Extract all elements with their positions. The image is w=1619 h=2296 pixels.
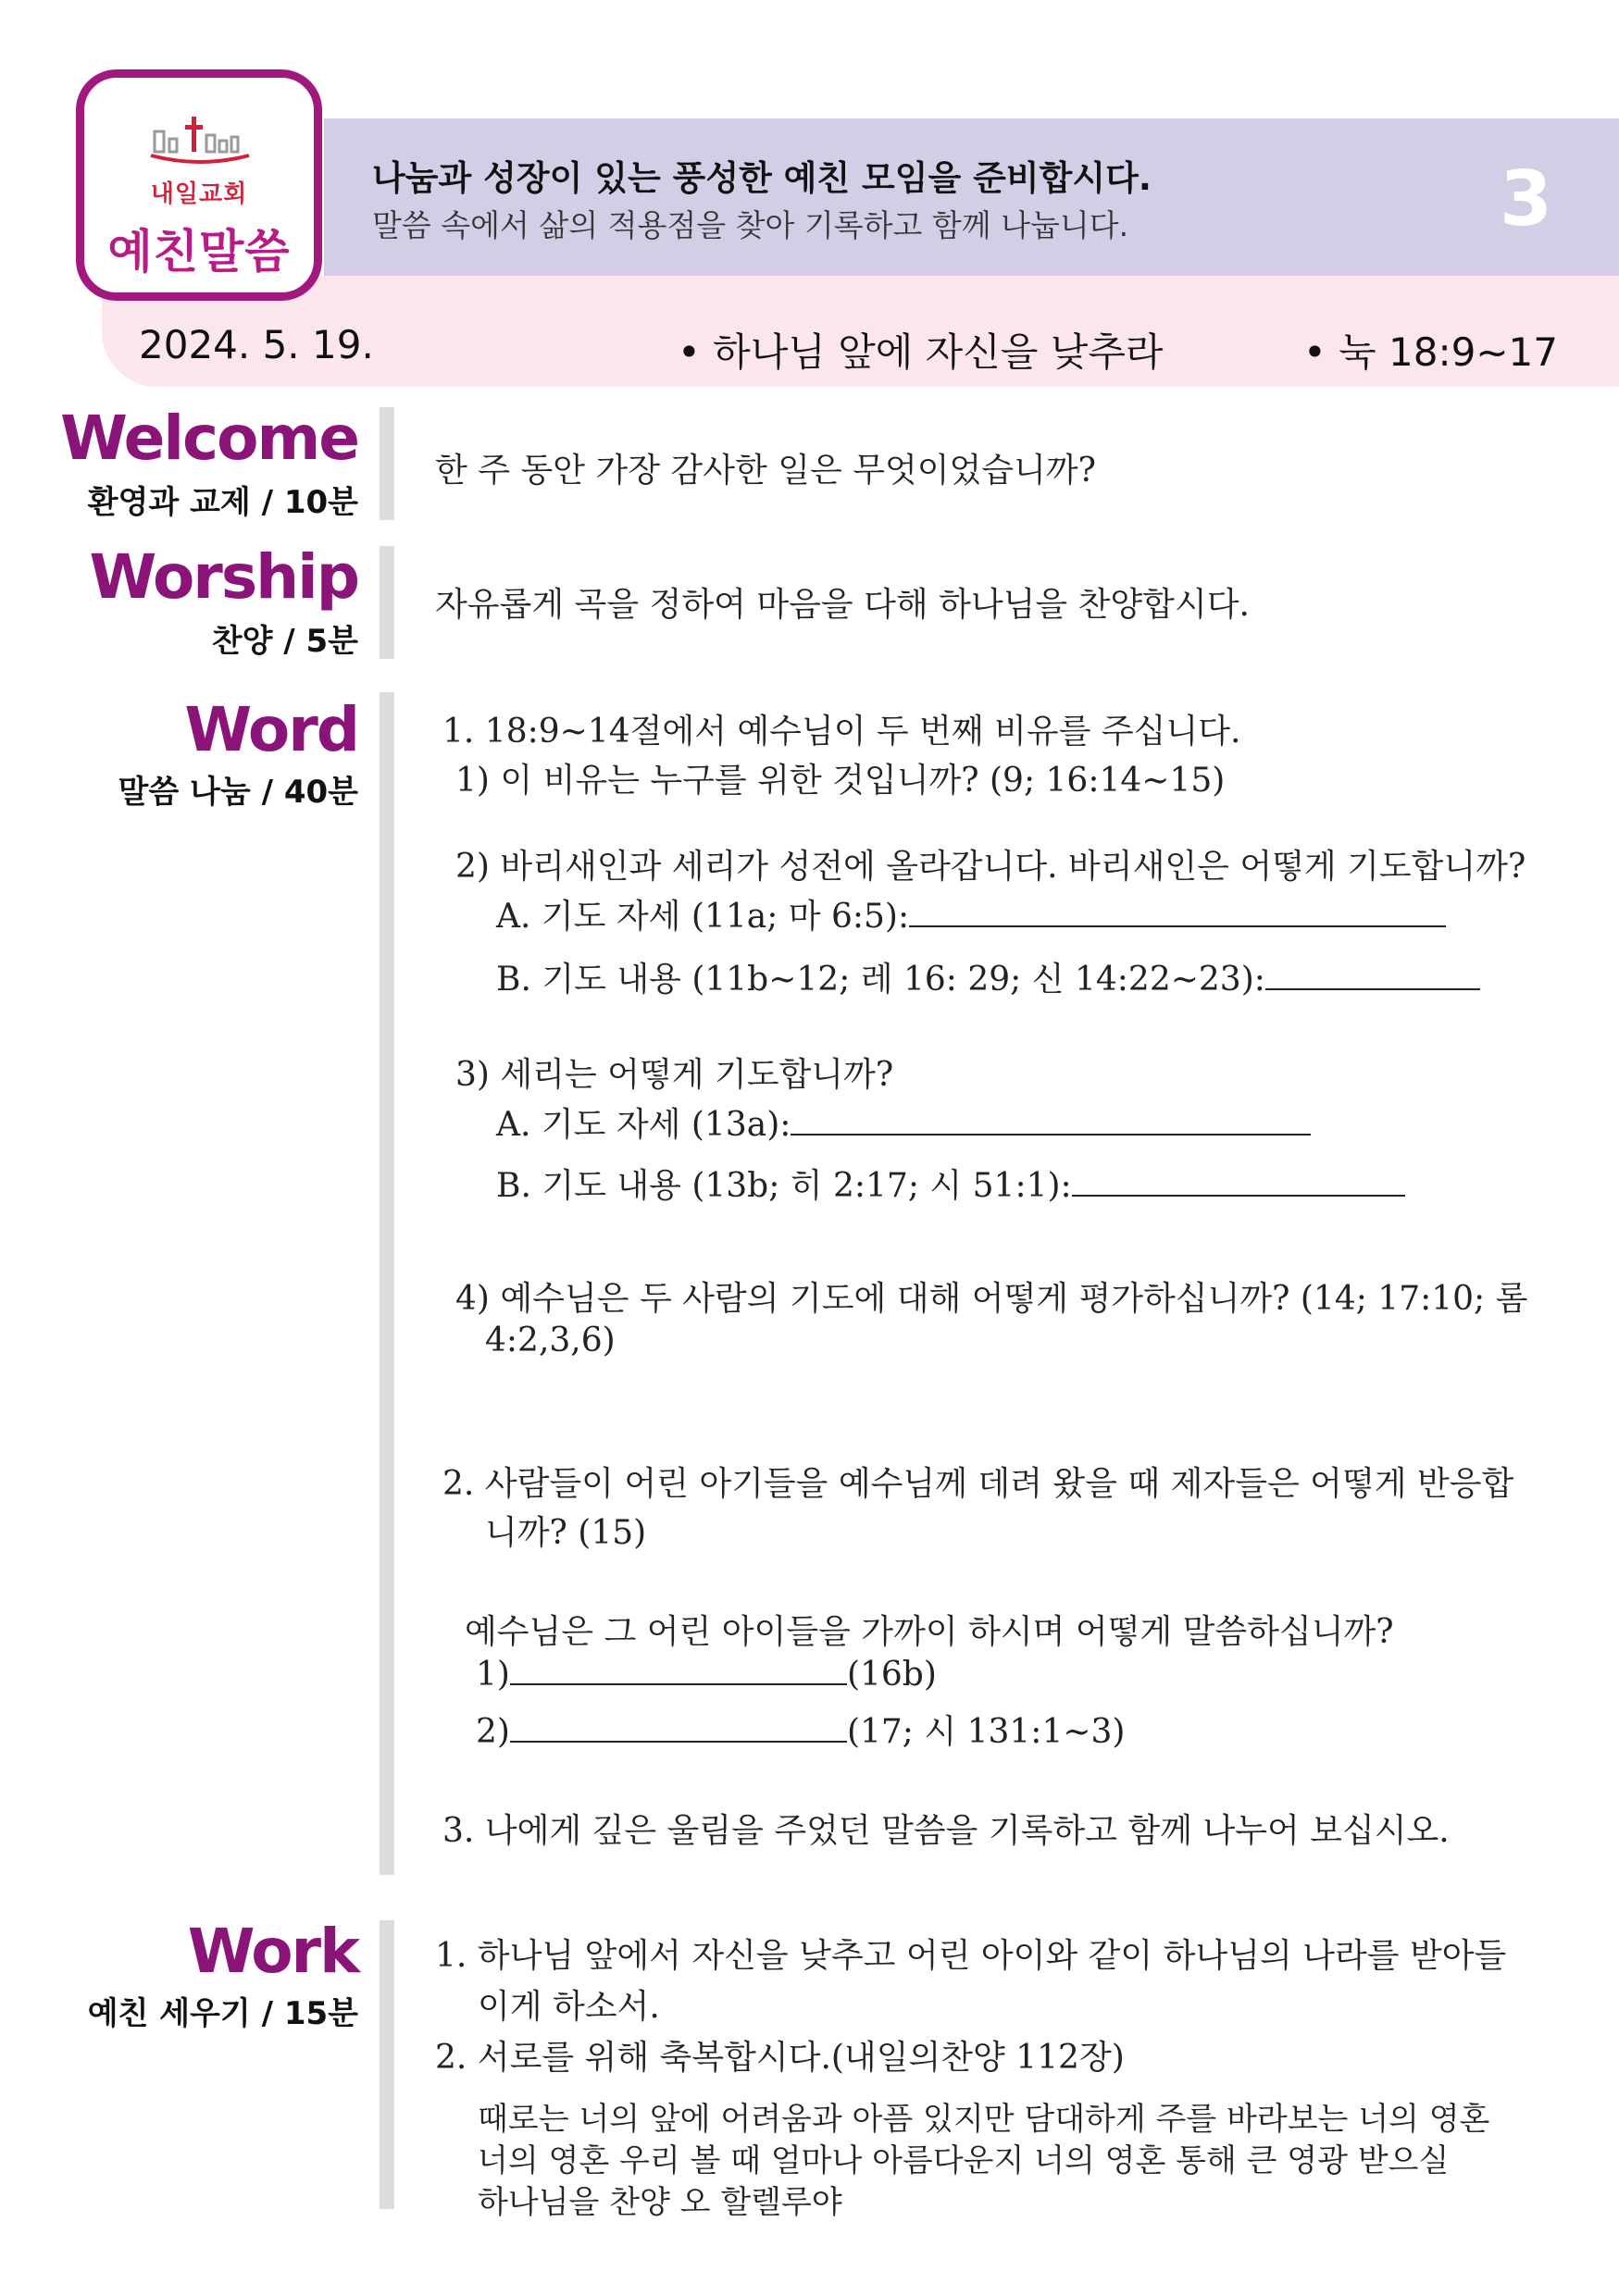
q2-answer-1-ref: (16b) — [846, 1656, 937, 1694]
work-item2: 2. 서로를 위해 축복합시다.(내일의찬양 112장) — [435, 2039, 1125, 2077]
hymn-lyric-1: 때로는 너의 앞에 어려움과 아픔 있지만 담대하게 주를 바라보는 너의 영혼 — [478, 2101, 1490, 2138]
hymn-lyric-2: 너의 영혼 우리 볼 때 얼마나 아름다운지 너의 영혼 통해 큰 영광 받으실 — [478, 2142, 1450, 2179]
church-logo — [76, 69, 322, 301]
q2-answer-1-num: 1) — [476, 1656, 510, 1694]
word-divider — [380, 692, 394, 1875]
topic: • 하나님 앞에 자신을 낮추라 — [678, 329, 1164, 375]
q1-2: 2) 바리새인과 세리가 성전에 올라갑니다. 바리새인은 어떻게 기도합니까? — [455, 848, 1526, 886]
worship-sub: 찬양 / 5분 — [211, 623, 358, 660]
q1-2a — [496, 890, 1446, 937]
word-sub: 말씀 나눔 / 40분 — [118, 774, 358, 811]
q1-2b — [496, 953, 1480, 1000]
worship-divider — [380, 546, 394, 659]
date: 2024. 5. 19. — [139, 322, 374, 367]
scripture-reference: • 눅 18:9~17 — [1303, 329, 1558, 375]
answer-blank[interactable] — [510, 1656, 847, 1685]
worship-text: 자유롭게 곡을 정하여 마음을 다해 하나님을 찬양합시다. — [435, 586, 1250, 624]
q2-answer-2-ref: (17; 시 131:1~3) — [846, 1713, 1126, 1751]
q2-answer-2-num: 2) — [476, 1713, 510, 1751]
q2-line1: 2. 사람들이 어린 아기들을 예수님께 데려 왔을 때 제자들은 어떻게 반응합 — [442, 1465, 1514, 1503]
answer-blank[interactable] — [1265, 961, 1480, 990]
q1-2a-label: A. 기도 자세 (11a; 마 6:5): — [496, 898, 910, 936]
header-title: 나눔과 성장이 있는 풍성한 예친 모임을 준비합시다. — [372, 158, 1152, 198]
q1: 1. 18:9~14절에서 예수님이 두 번째 비유를 주십니다. — [442, 713, 1241, 751]
q3: 3. 나에게 깊은 울림을 주었던 말씀을 기록하고 함께 나누어 보십시오. — [442, 1812, 1450, 1850]
work-divider — [380, 1920, 394, 2209]
q1-4-line2: 4:2,3,6) — [485, 1322, 616, 1359]
welcome-sub: 환영과 교제 / 10분 — [87, 484, 358, 521]
q1-3b — [496, 1160, 1405, 1207]
church-name: 내일교회 — [150, 180, 248, 208]
word-title: Word — [184, 694, 358, 765]
q2-line2: 니까? (15) — [485, 1514, 647, 1552]
work-item1-line2: 이게 하소서. — [478, 1988, 660, 2026]
q1-4-line1: 4) 예수님은 두 사람의 기도에 대해 어떻게 평가하십니까? (14; 17:10; 롬 — [455, 1280, 1528, 1318]
page-number: 3 — [1500, 155, 1553, 243]
q1-3a-label: A. 기도 자세 (13a): — [496, 1106, 791, 1144]
logo-title: 예친말씀 — [107, 225, 291, 279]
q1-3: 3) 세리는 어떻게 기도합니까? — [455, 1056, 894, 1094]
work-sub: 예친 세우기 / 15분 — [87, 1995, 358, 2032]
welcome-title: Welcome — [60, 403, 358, 474]
q1-3a — [496, 1098, 1311, 1146]
q2-answer-2 — [476, 1706, 1125, 1753]
answer-blank[interactable] — [909, 898, 1446, 927]
q1-2b-label: B. 기도 내용 (11b~12; 레 16: 29; 신 14:22~23): — [496, 961, 1265, 999]
header-subtitle: 말씀 속에서 삶의 적용점을 찾아 기록하고 함께 나눕니다. — [372, 207, 1129, 243]
q2-sub: 예수님은 그 어린 아이들을 가까이 하시며 어떻게 말씀하십니까? — [465, 1613, 1394, 1651]
answer-blank[interactable] — [510, 1713, 847, 1743]
hymn-lyric-3: 하나님을 찬양 오 할렐루야 — [478, 2184, 842, 2221]
church-skyline-icon — [149, 113, 251, 170]
welcome-divider — [380, 407, 394, 520]
q1-3b-label: B. 기도 내용 (13b; 히 2:17; 시 51:1): — [496, 1167, 1072, 1205]
worship-title: Worship — [89, 541, 358, 613]
answer-blank[interactable] — [1072, 1167, 1405, 1197]
work-item1-line1: 1. 하나님 앞에서 자신을 낮추고 어린 아이와 같이 하나님의 나라를 받아들 — [435, 1937, 1507, 1975]
q2-answer-1 — [476, 1656, 937, 1694]
answer-blank[interactable] — [791, 1106, 1311, 1136]
q1-1: 1) 이 비유는 누구를 위한 것입니까? (9; 16:14~15) — [455, 762, 1226, 800]
work-title: Work — [187, 1916, 358, 1987]
welcome-question: 한 주 동안 가장 감사한 일은 무엇이었습니까? — [435, 452, 1096, 490]
